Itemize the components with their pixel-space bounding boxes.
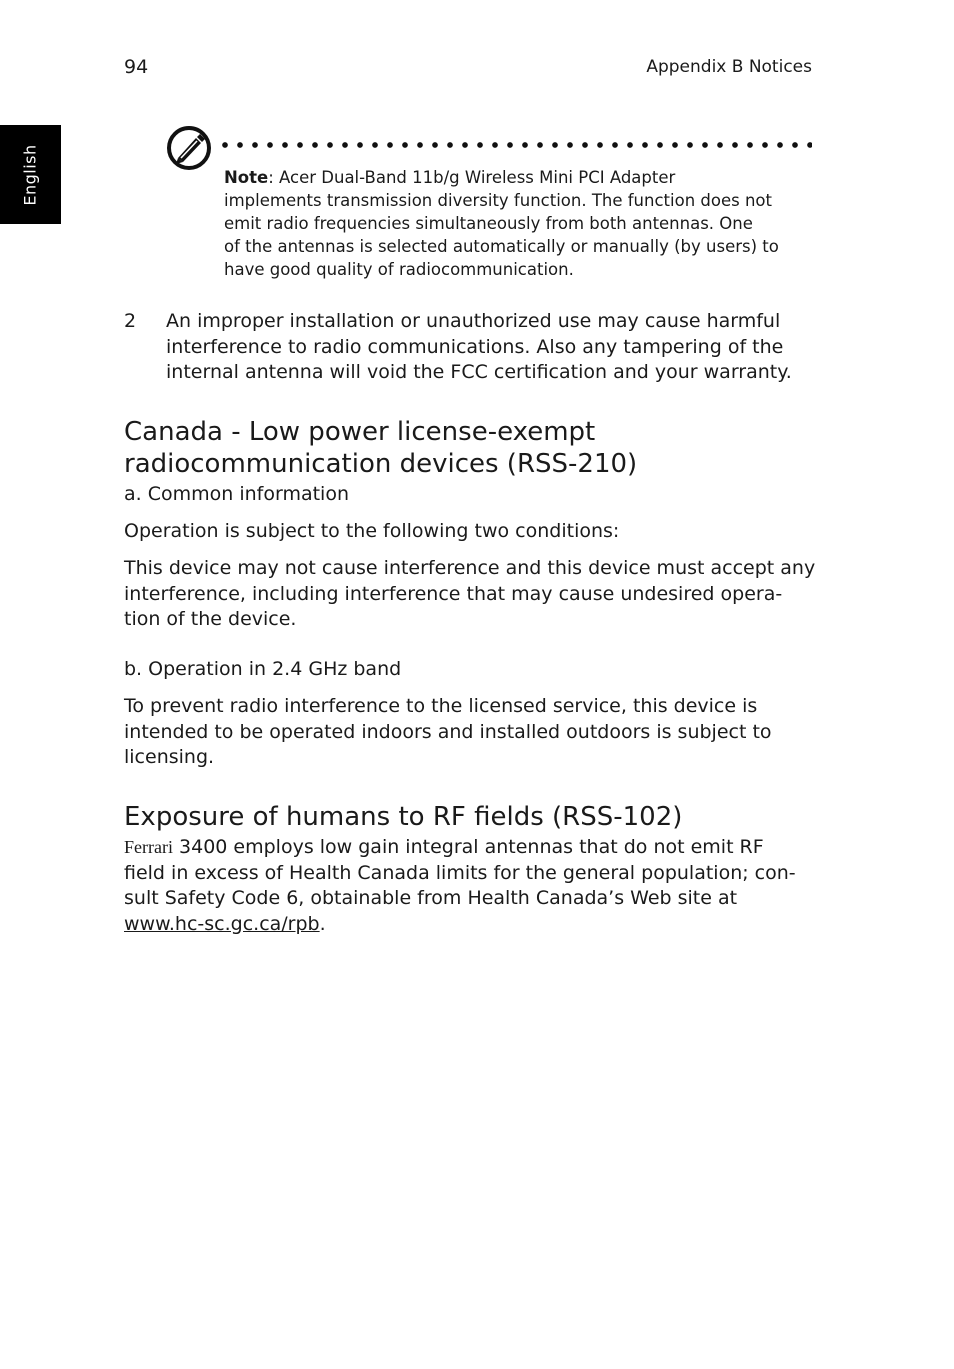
language-side-tab: [0, 125, 61, 224]
note-dotted-rule: [222, 142, 812, 148]
note-line: of the antennas is selected automatically or manually (by users) to: [224, 237, 779, 256]
health-canada-link[interactable]: www.hc-sc.gc.ca/rpb: [124, 912, 320, 935]
note-pen-icon: [166, 125, 212, 171]
note-label: Note: [224, 168, 269, 187]
conditions-intro: Operation is subject to the following two conditions:: [124, 520, 620, 542]
rf-exposure-heading: Exposure of humans to RF fields (RSS-102): [124, 802, 683, 832]
note-block: [224, 166, 814, 281]
subheading-2-4ghz-band: b. Operation in 2.4 GHz band: [124, 658, 402, 680]
canada-section-heading: Canada - Low power license-exempt radiocommunication devices (RSS-210): [124, 417, 638, 479]
language-tab-label: English: [20, 144, 40, 206]
running-head: Appendix B Notices: [646, 57, 812, 77]
subheading-common-information: a. Common information: [124, 483, 349, 505]
page-number: 94: [124, 56, 149, 78]
list-item-text: An improper installation or unauthorized use may cause harmful interference to radio communications. Also any tampering of the internal antenna will void the FCC certification and your warranty.: [166, 310, 792, 383]
note-line: implements transmission diversity function. The function does not: [224, 191, 772, 210]
band-paragraph: To prevent radio interference to the licensed service, this device is intended to be operated indoors and installed outdoors is subject to licensing.: [124, 695, 772, 768]
brand-name: Ferrari: [124, 837, 173, 857]
note-line: emit radio frequencies simultaneously from both antennas. One: [224, 214, 753, 233]
rf-exposure-paragraph: Ferrari 3400 employs low gain integral antennas that do not emit RF field in excess of Health Canada limits for the general population; con- sult Safety Code 6, obtainable from Health Canada’s Web site at www.hc-sc.gc.ca/rpb.: [124, 836, 796, 935]
list-item-number: 2: [124, 310, 137, 332]
note-line: have good quality of radiocommunication.: [224, 260, 574, 279]
note-line: Note: Acer Dual-Band 11b/g Wireless Mini PCI Adapter: [224, 168, 676, 187]
conditions-paragraph: This device may not cause interference and this device must accept any interference, including interference that may cause undesired opera- tion of the device.: [124, 557, 816, 630]
